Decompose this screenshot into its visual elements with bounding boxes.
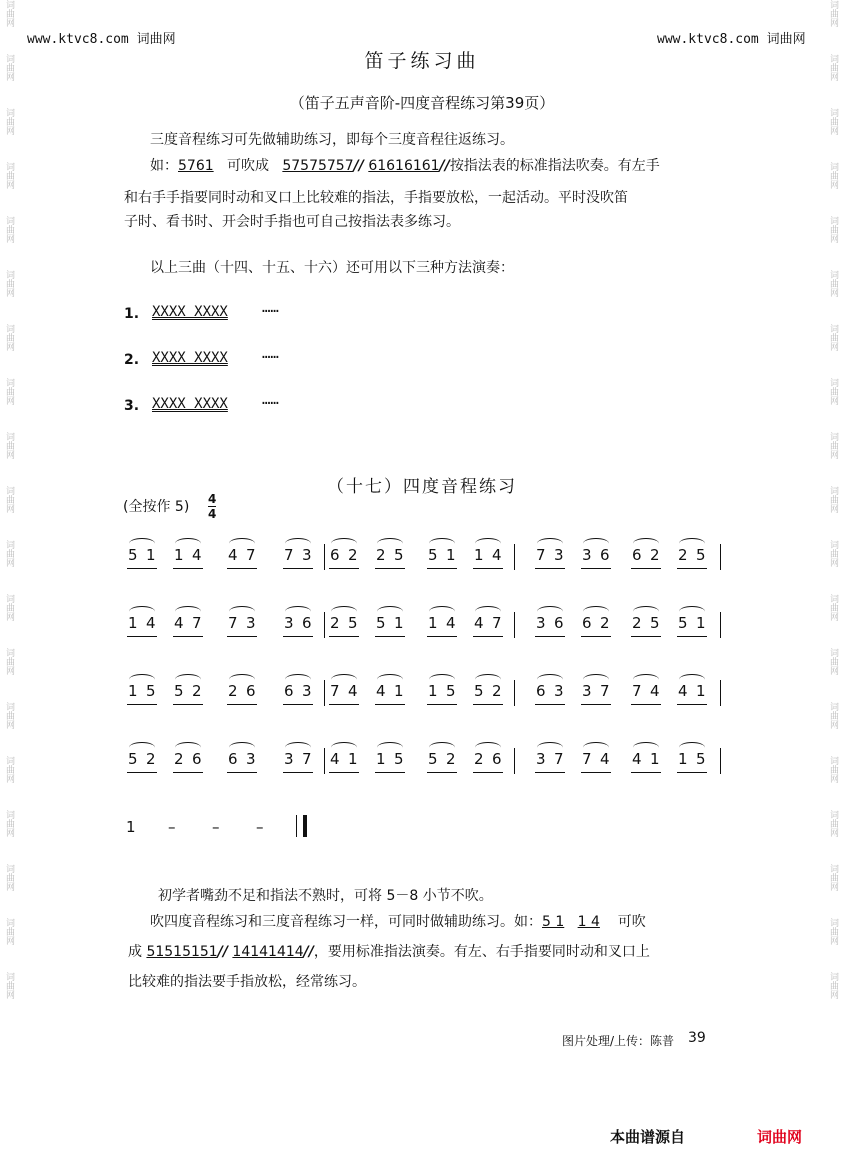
note: 6 xyxy=(600,546,610,564)
side-watermark-text: 词曲网 xyxy=(4,648,14,675)
beam-line xyxy=(173,772,203,773)
barline xyxy=(720,680,721,706)
beam-line xyxy=(631,772,661,773)
beam-line xyxy=(535,772,565,773)
note: 5 xyxy=(650,614,660,632)
note: 2 xyxy=(600,614,610,632)
beam-line xyxy=(375,568,405,569)
beam-line xyxy=(283,772,313,773)
note: 2 xyxy=(492,682,502,700)
side-watermark-text: 词曲网 xyxy=(828,702,838,729)
note: 6 xyxy=(192,750,202,768)
side-watermark-text: 词曲网 xyxy=(828,972,838,999)
note: 5 xyxy=(678,614,688,632)
note: 5 xyxy=(696,750,706,768)
beam-line xyxy=(375,704,405,705)
side-watermark-text: 词曲网 xyxy=(4,972,14,999)
note: 1 xyxy=(428,682,438,700)
brand-logo: 词曲网 xyxy=(757,1128,803,1146)
paragraph-8: 成 51515151// 14141414//，要用标准指法演奏。有左、右手指要同时动和叉口上 xyxy=(128,944,650,960)
note: 7 xyxy=(192,614,202,632)
note: 7 xyxy=(284,546,294,564)
note: 5 xyxy=(128,750,138,768)
beam-line xyxy=(427,636,457,637)
side-watermark-text: 词曲网 xyxy=(4,108,14,135)
note: 3 xyxy=(554,546,564,564)
note: 2 xyxy=(348,546,358,564)
watermark-right: www.ktvc8.com 词曲网 xyxy=(657,32,806,47)
barline xyxy=(324,748,325,774)
note: 7 xyxy=(632,682,642,700)
side-watermark-text: 词曲网 xyxy=(828,270,838,297)
side-watermark-text: 词曲网 xyxy=(828,378,838,405)
beam-line xyxy=(329,636,359,637)
note: 1 xyxy=(146,546,156,564)
note: 1 xyxy=(394,614,404,632)
note: 4 xyxy=(650,682,660,700)
note: 5 xyxy=(348,614,358,632)
beam-line xyxy=(581,636,611,637)
note: 1 xyxy=(650,750,660,768)
note: 7 xyxy=(330,682,340,700)
side-watermark-text: 词曲网 xyxy=(828,216,838,243)
note: 6 xyxy=(582,614,592,632)
note: 7 xyxy=(228,614,238,632)
beam-line xyxy=(127,704,157,705)
beam-line xyxy=(631,636,661,637)
side-watermark-text: 词曲网 xyxy=(828,540,838,567)
note: 5 xyxy=(146,682,156,700)
side-watermark-right xyxy=(827,0,841,1173)
note: 2 xyxy=(650,546,660,564)
beam-line xyxy=(473,704,503,705)
beam-line xyxy=(283,636,313,637)
note: 5 xyxy=(696,546,706,564)
page-subtitle: （笛子五声音阶-四度音程练习第39页） xyxy=(289,94,555,112)
side-watermark-text: 词曲网 xyxy=(4,0,14,27)
note: 3 xyxy=(246,750,256,768)
side-watermark-text: 词曲网 xyxy=(828,108,838,135)
note: 2 xyxy=(330,614,340,632)
paragraph-4: 子时、看书时、开会时手指也可自己按指法表多练习。 xyxy=(124,214,460,230)
tempo-note: (全按作 5) xyxy=(123,499,190,515)
note: 5 xyxy=(394,546,404,564)
beam-line xyxy=(127,772,157,773)
side-watermark-text: 词曲网 xyxy=(828,810,838,837)
note: 3 xyxy=(302,682,312,700)
note: 7 xyxy=(536,546,546,564)
page-title: 笛子练习曲 xyxy=(364,50,480,72)
note: 5 xyxy=(446,682,456,700)
note: 4 xyxy=(330,750,340,768)
note: 6 xyxy=(492,750,502,768)
beam-line xyxy=(631,704,661,705)
paragraph-5: 以上三曲（十四、十五、十六）还可用以下三种方法演奏： xyxy=(150,260,514,276)
beam-line xyxy=(127,568,157,569)
side-watermark-text: 词曲网 xyxy=(4,540,14,567)
side-watermark-text: 词曲网 xyxy=(828,432,838,459)
note: 6 xyxy=(330,546,340,564)
note: 2 xyxy=(192,682,202,700)
side-watermark-text: 词曲网 xyxy=(4,486,14,513)
note: 6 xyxy=(554,614,564,632)
paragraph-3: 和右手手指要同时动和叉口上比较难的指法，手指要放松，一起活动。平时没吹笛 xyxy=(124,190,628,206)
side-watermark-text: 词曲网 xyxy=(828,756,838,783)
note: 1 xyxy=(394,682,404,700)
side-watermark-text: 词曲网 xyxy=(828,648,838,675)
note: 4 xyxy=(376,682,386,700)
note: 3 xyxy=(536,750,546,768)
note: 3 xyxy=(582,682,592,700)
note: 1 xyxy=(348,750,358,768)
side-watermark-text: 词曲网 xyxy=(828,594,838,621)
note: 1 xyxy=(428,614,438,632)
paragraph-2: 如：5761 可吹成 57575757// 61616161//按指法表的标准指法吹奏。有左手 xyxy=(150,158,660,174)
note: 4 xyxy=(348,682,358,700)
beam-line xyxy=(227,704,257,705)
note: 6 xyxy=(536,682,546,700)
side-watermark-text: 词曲网 xyxy=(4,54,14,81)
note: 4 xyxy=(192,546,202,564)
note: 4 xyxy=(600,750,610,768)
barline xyxy=(324,680,325,706)
note: 2 xyxy=(474,750,484,768)
beam-line xyxy=(581,568,611,569)
barline xyxy=(514,748,515,774)
note: 3 xyxy=(284,750,294,768)
note: 3 xyxy=(554,682,564,700)
side-watermark-left xyxy=(3,0,17,1173)
beam-line xyxy=(227,568,257,569)
beam-line xyxy=(227,772,257,773)
beam-line xyxy=(535,568,565,569)
beam-line xyxy=(581,704,611,705)
note: 7 xyxy=(492,614,502,632)
paragraph-6: 初学者嘴劲不足和指法不熟时，可将 5－8 小节不吹。 xyxy=(158,888,493,904)
barline xyxy=(324,544,325,570)
watermark-left: www.ktvc8.com 词曲网 xyxy=(27,32,176,47)
beam-line xyxy=(427,568,457,569)
beam-line xyxy=(173,704,203,705)
example-61616161: 61616161 xyxy=(368,158,440,174)
barline xyxy=(720,544,721,570)
beam-line xyxy=(677,636,707,637)
beam-line xyxy=(677,772,707,773)
beam-line xyxy=(677,704,707,705)
beam-line xyxy=(329,772,359,773)
note: 1 xyxy=(696,682,706,700)
side-watermark-text: 词曲网 xyxy=(828,324,838,351)
note: 1 xyxy=(128,682,138,700)
note: 7 xyxy=(302,750,312,768)
note: 4 xyxy=(474,614,484,632)
beam-line xyxy=(427,772,457,773)
beam-line xyxy=(677,568,707,569)
source-label: 本曲谱源自 xyxy=(610,1128,686,1146)
note: 7 xyxy=(554,750,564,768)
beam-line xyxy=(473,636,503,637)
note: 2 xyxy=(174,750,184,768)
note: 5 xyxy=(376,614,386,632)
note: 5 xyxy=(394,750,404,768)
note: 7 xyxy=(600,682,610,700)
paragraph-1: 三度音程练习可先做辅助练习，即每个三度音程往返练习。 xyxy=(150,132,514,148)
side-watermark-text: 词曲网 xyxy=(4,918,14,945)
beam-line xyxy=(427,704,457,705)
example-5761: 5761 xyxy=(178,158,214,174)
side-watermark-text: 词曲网 xyxy=(4,270,14,297)
note: 1 xyxy=(678,750,688,768)
note: 5 xyxy=(174,682,184,700)
beam-line xyxy=(283,704,313,705)
note: 2 xyxy=(678,546,688,564)
note: 1 xyxy=(128,614,138,632)
beam-line xyxy=(535,704,565,705)
side-watermark-text: 词曲网 xyxy=(828,918,838,945)
note: 1 xyxy=(474,546,484,564)
note: 7 xyxy=(246,546,256,564)
note: 4 xyxy=(174,614,184,632)
note: 1 xyxy=(174,546,184,564)
note: 4 xyxy=(492,546,502,564)
note: 3 xyxy=(284,614,294,632)
side-watermark-text: 词曲网 xyxy=(4,702,14,729)
note: 1 xyxy=(446,546,456,564)
side-watermark-text: 词曲网 xyxy=(4,864,14,891)
beam-line xyxy=(375,636,405,637)
note: 3 xyxy=(582,546,592,564)
beam-line xyxy=(581,772,611,773)
beam-line xyxy=(375,772,405,773)
note: 4 xyxy=(678,682,688,700)
note: 2 xyxy=(632,614,642,632)
time-signature: 4 4 xyxy=(208,492,217,521)
barline xyxy=(720,612,721,638)
beam-line xyxy=(473,772,503,773)
note: 6 xyxy=(284,682,294,700)
beam-line xyxy=(535,636,565,637)
note: 3 xyxy=(536,614,546,632)
side-watermark-text: 词曲网 xyxy=(828,0,838,27)
note: 1 xyxy=(376,750,386,768)
note: 4 xyxy=(146,614,156,632)
side-watermark-text: 词曲网 xyxy=(828,864,838,891)
note: 4 xyxy=(446,614,456,632)
footer-credit: 图片处理/上传：陈普 xyxy=(562,1034,675,1048)
note: 6 xyxy=(302,614,312,632)
barline xyxy=(514,544,515,570)
paragraph-9: 比较难的指法要手指放松，经常练习。 xyxy=(128,974,366,990)
note: 5 xyxy=(128,546,138,564)
side-watermark-text: 词曲网 xyxy=(4,162,14,189)
note: 5 xyxy=(428,546,438,564)
note: 2 xyxy=(376,546,386,564)
section-title: （十七）四度音程练习 xyxy=(327,477,517,497)
beam-line xyxy=(329,568,359,569)
note: 4 xyxy=(632,750,642,768)
beam-line xyxy=(227,636,257,637)
beam-line xyxy=(329,704,359,705)
note: 2 xyxy=(446,750,456,768)
side-watermark-text: 词曲网 xyxy=(4,594,14,621)
barline xyxy=(514,680,515,706)
note: 5 xyxy=(474,682,484,700)
barline xyxy=(324,612,325,638)
side-watermark-text: 词曲网 xyxy=(828,162,838,189)
note: 4 xyxy=(228,546,238,564)
note: 2 xyxy=(146,750,156,768)
beam-line xyxy=(173,568,203,569)
side-watermark-text: 词曲网 xyxy=(4,810,14,837)
side-watermark-text: 词曲网 xyxy=(4,432,14,459)
paragraph-7: 吹四度音程练习和三度音程练习一样，可同时做辅助练习。如：5 1 1 4 可吹 xyxy=(150,914,646,930)
barline xyxy=(514,612,515,638)
page-number: 39 xyxy=(688,1030,706,1046)
beam-line xyxy=(127,636,157,637)
side-watermark-text: 词曲网 xyxy=(4,756,14,783)
side-watermark-text: 词曲网 xyxy=(828,54,838,81)
side-watermark-text: 词曲网 xyxy=(828,486,838,513)
note: 7 xyxy=(582,750,592,768)
beam-line xyxy=(631,568,661,569)
note: 3 xyxy=(302,546,312,564)
side-watermark-text: 词曲网 xyxy=(4,324,14,351)
note: 5 xyxy=(428,750,438,768)
side-watermark-text: 词曲网 xyxy=(4,216,14,243)
note: 6 xyxy=(632,546,642,564)
note: 2 xyxy=(228,682,238,700)
note: 1 xyxy=(696,614,706,632)
barline xyxy=(720,748,721,774)
note: 6 xyxy=(246,682,256,700)
beam-line xyxy=(473,568,503,569)
side-watermark-text: 词曲网 xyxy=(4,378,14,405)
beam-line xyxy=(173,636,203,637)
beam-line xyxy=(283,568,313,569)
note: 6 xyxy=(228,750,238,768)
final-barline xyxy=(296,815,307,837)
note: 3 xyxy=(246,614,256,632)
example-57575757: 57575757 xyxy=(282,158,354,174)
